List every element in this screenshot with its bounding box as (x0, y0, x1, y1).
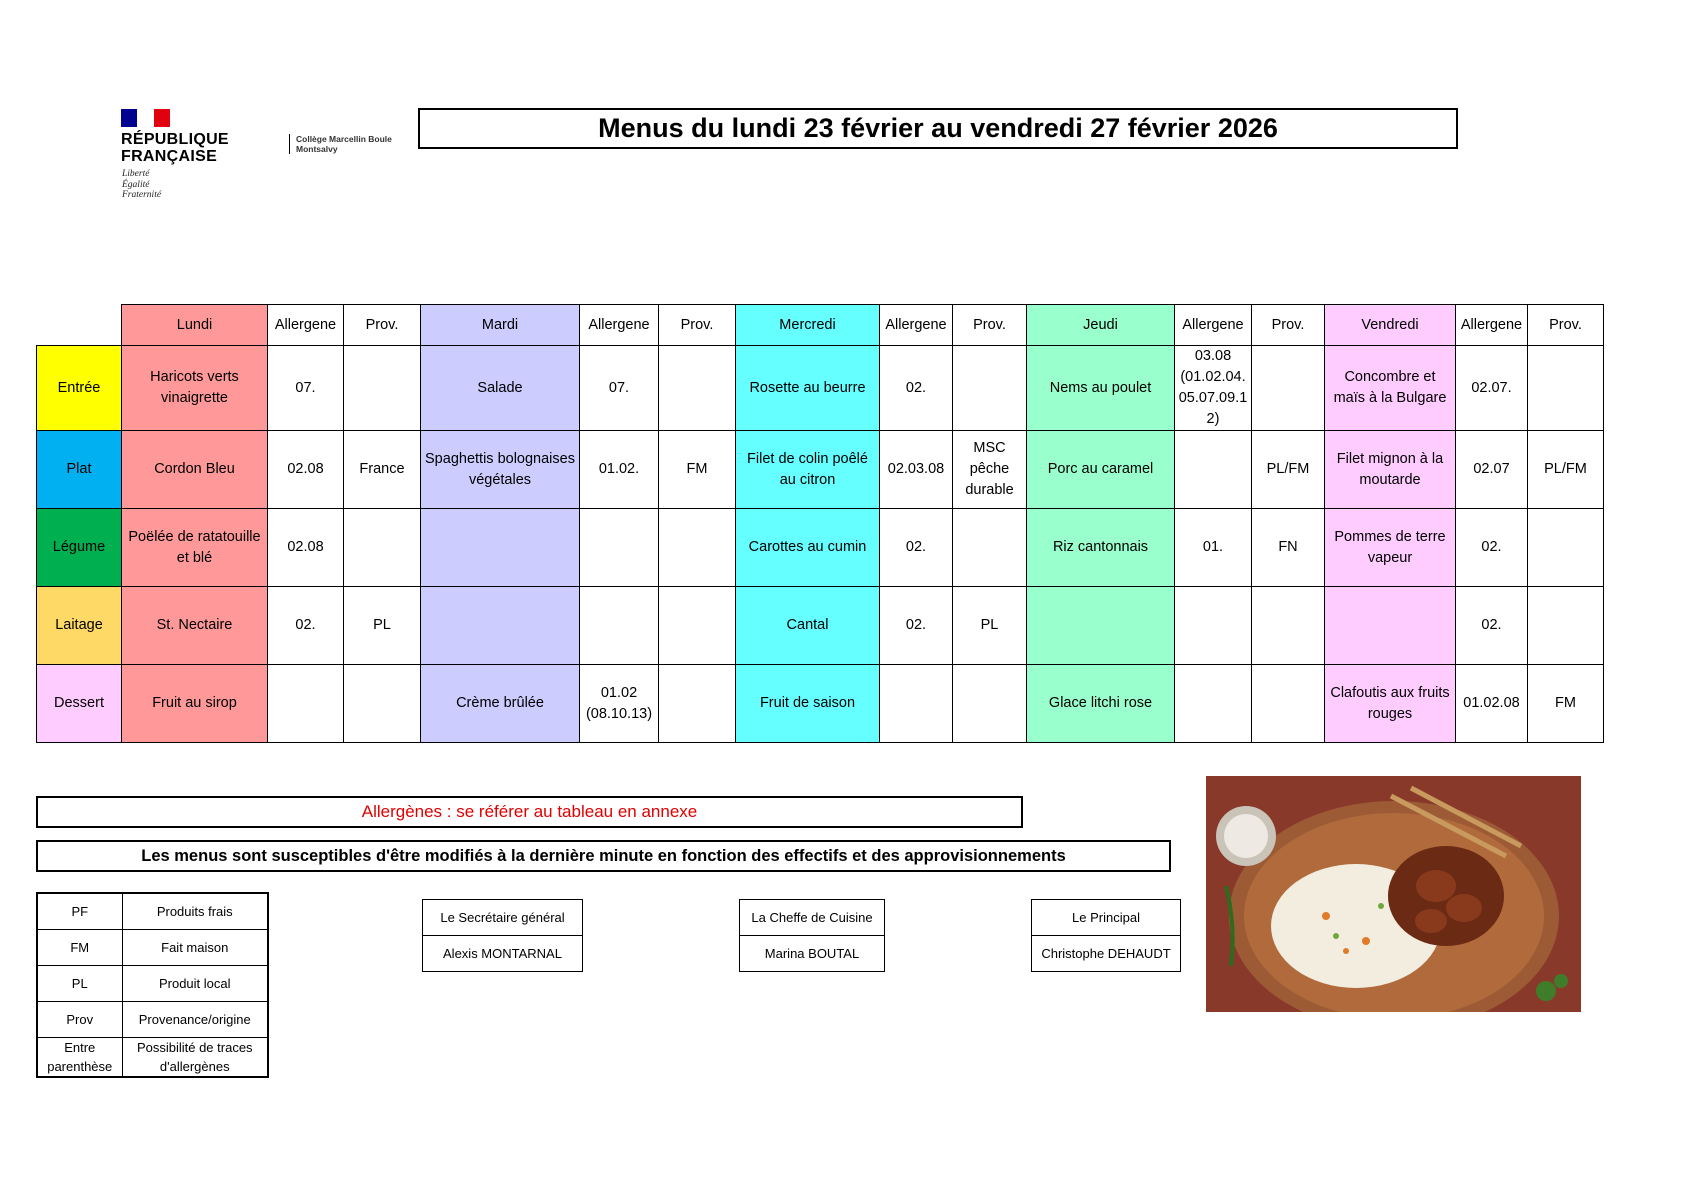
dish-cell (421, 587, 580, 665)
menu-row (37, 431, 1604, 509)
day-header-mardi: Mardi (421, 305, 580, 346)
menu-row (37, 665, 1604, 743)
prov-header: Prov. (953, 305, 1027, 346)
allergen-header: Allergene (880, 305, 953, 346)
french-flag-logo (121, 109, 170, 127)
allergen-cell: 02. (880, 509, 953, 587)
legend-row (37, 965, 268, 1001)
allergen-header: Allergene (580, 305, 659, 346)
prov-cell (953, 665, 1027, 743)
legend-meaning: Provenance/origine (122, 1001, 268, 1037)
dish-cell: Crème brûlée (421, 665, 580, 743)
allergen-cell (268, 665, 344, 743)
allergen-header: Allergene (1456, 305, 1528, 346)
legend-row (37, 929, 268, 965)
dish-cell: Salade (421, 346, 580, 431)
republique-motto: Liberté Égalité Fraternité (122, 169, 162, 200)
legend-table (36, 892, 269, 1078)
allergen-cell (1175, 431, 1252, 509)
legend-meaning: Possibilité de traces d'allergènes (122, 1037, 268, 1077)
college-name: Collège Marcellin Boule Montsalvy (289, 134, 392, 154)
dish-cell: Poëlée de ratatouille et blé (122, 509, 268, 587)
dish-cell: Carottes au cumin (736, 509, 880, 587)
allergen-cell: 02.08 (268, 509, 344, 587)
prov-cell (1252, 665, 1325, 743)
prov-cell (953, 509, 1027, 587)
dish-cell: Rosette au beurre (736, 346, 880, 431)
signature-role: Le Secrétaire général (423, 900, 583, 936)
menu-row (37, 509, 1604, 587)
republique-francaise-logo-text: RÉPUBLIQUE FRANÇAISE (121, 131, 229, 165)
prov-cell (1252, 346, 1325, 431)
menu-change-notice: Les menus sont susceptibles d'être modifiés à la dernière minute en fonction des effectifs et des approvisionnements (36, 840, 1171, 872)
allergen-cell: 03.08 (01.02.04. 05.07.09.1 2) (1175, 346, 1252, 431)
prov-cell: PL/FM (1528, 431, 1604, 509)
dish-cell: St. Nectaire (122, 587, 268, 665)
allergen-cell: 02.07. (1456, 346, 1528, 431)
day-header-vendredi: Vendredi (1325, 305, 1456, 346)
prov-cell (344, 665, 421, 743)
prov-cell (659, 346, 736, 431)
dish-cell: Glace litchi rose (1027, 665, 1175, 743)
allergen-header: Allergene (268, 305, 344, 346)
prov-header: Prov. (659, 305, 736, 346)
dish-cell: Cordon Bleu (122, 431, 268, 509)
food-photo (1206, 776, 1581, 1012)
day-header-lundi: Lundi (122, 305, 268, 346)
legend-code: PF (37, 893, 122, 929)
allergen-cell: 01. (1175, 509, 1252, 587)
allergen-cell: 02. (880, 587, 953, 665)
allergen-cell (1175, 665, 1252, 743)
legend-code: PL (37, 965, 122, 1001)
prov-header: Prov. (344, 305, 421, 346)
prov-cell (659, 509, 736, 587)
allergen-cell: 02.03.08 (880, 431, 953, 509)
prov-cell (344, 346, 421, 431)
legend-code: FM (37, 929, 122, 965)
prov-cell: FM (1528, 665, 1604, 743)
signature-role: La Cheffe de Cuisine (740, 900, 885, 936)
dish-cell: Pommes de terre vapeur (1325, 509, 1456, 587)
allergen-cell: 02.07 (1456, 431, 1528, 509)
allergen-cell (580, 509, 659, 587)
prov-cell (1528, 509, 1604, 587)
dish-cell (1325, 587, 1456, 665)
legend-code: Prov (37, 1001, 122, 1037)
allergen-cell: 01.02.08 (1456, 665, 1528, 743)
day-header-mercredi: Mercredi (736, 305, 880, 346)
allergen-cell (580, 587, 659, 665)
allergen-cell (880, 665, 953, 743)
dish-cell: Nems au poulet (1027, 346, 1175, 431)
table-corner (37, 305, 122, 346)
prov-cell (1528, 587, 1604, 665)
prov-cell: FN (1252, 509, 1325, 587)
course-label: Laitage (37, 587, 122, 665)
dish-cell: Fruit au sirop (122, 665, 268, 743)
signature-name: Christophe DEHAUDT (1032, 936, 1181, 972)
prov-cell (953, 346, 1027, 431)
legend-code: Entre parenthèse (37, 1037, 122, 1077)
allergen-cell: 02. (880, 346, 953, 431)
allergen-cell: 07. (268, 346, 344, 431)
dish-cell: Filet mignon à la moutarde (1325, 431, 1456, 509)
prov-cell: PL (344, 587, 421, 665)
signature-name: Alexis MONTARNAL (423, 936, 583, 972)
course-label: Dessert (37, 665, 122, 743)
allergen-cell: 02. (1456, 587, 1528, 665)
signature-name: Marina BOUTAL (740, 936, 885, 972)
menu-row (37, 587, 1604, 665)
page-title: Menus du lundi 23 février au vendredi 27 février 2026 (418, 108, 1458, 149)
legend-row (37, 893, 268, 929)
allergen-notice: Allergènes : se référer au tableau en annexe (36, 796, 1023, 828)
course-label: Légume (37, 509, 122, 587)
legend-meaning: Fait maison (122, 929, 268, 965)
dish-cell: Concombre et maïs à la Bulgare (1325, 346, 1456, 431)
legend-row (37, 1037, 268, 1077)
legend-row (37, 1001, 268, 1037)
prov-cell (659, 587, 736, 665)
prov-cell (344, 509, 421, 587)
dish-cell: Filet de colin poêlé au citron (736, 431, 880, 509)
dish-cell (1027, 587, 1175, 665)
prov-cell: France (344, 431, 421, 509)
prov-cell (659, 665, 736, 743)
signature-role: Le Principal (1032, 900, 1181, 936)
dish-cell: Riz cantonnais (1027, 509, 1175, 587)
dish-cell: Clafoutis aux fruits rouges (1325, 665, 1456, 743)
dish-cell (421, 509, 580, 587)
prov-cell (1252, 587, 1325, 665)
signature-principal (1031, 899, 1181, 972)
dish-cell: Porc au caramel (1027, 431, 1175, 509)
course-label: Entrée (37, 346, 122, 431)
menu-table (36, 304, 1604, 743)
allergen-cell: 07. (580, 346, 659, 431)
prov-cell: FM (659, 431, 736, 509)
dish-cell: Spaghettis bolognaises végétales (421, 431, 580, 509)
allergen-cell (1175, 587, 1252, 665)
day-header-jeudi: Jeudi (1027, 305, 1175, 346)
prov-header: Prov. (1252, 305, 1325, 346)
allergen-header: Allergene (1175, 305, 1252, 346)
signature-cheffe (739, 899, 885, 972)
allergen-cell: 02. (268, 587, 344, 665)
dish-cell: Haricots verts vinaigrette (122, 346, 268, 431)
dish-cell: Cantal (736, 587, 880, 665)
prov-cell: PL/FM (1252, 431, 1325, 509)
allergen-cell: 01.02. (580, 431, 659, 509)
menu-row (37, 346, 1604, 431)
legend-meaning: Produit local (122, 965, 268, 1001)
allergen-cell: 02.08 (268, 431, 344, 509)
course-label: Plat (37, 431, 122, 509)
allergen-cell: 02. (1456, 509, 1528, 587)
prov-cell (1528, 346, 1604, 431)
signature-secretaire (422, 899, 583, 972)
dish-cell: Fruit de saison (736, 665, 880, 743)
allergen-cell: 01.02 (08.10.13) (580, 665, 659, 743)
prov-cell: PL (953, 587, 1027, 665)
prov-cell: MSC pêche durable (953, 431, 1027, 509)
prov-header: Prov. (1528, 305, 1604, 346)
legend-meaning: Produits frais (122, 893, 268, 929)
